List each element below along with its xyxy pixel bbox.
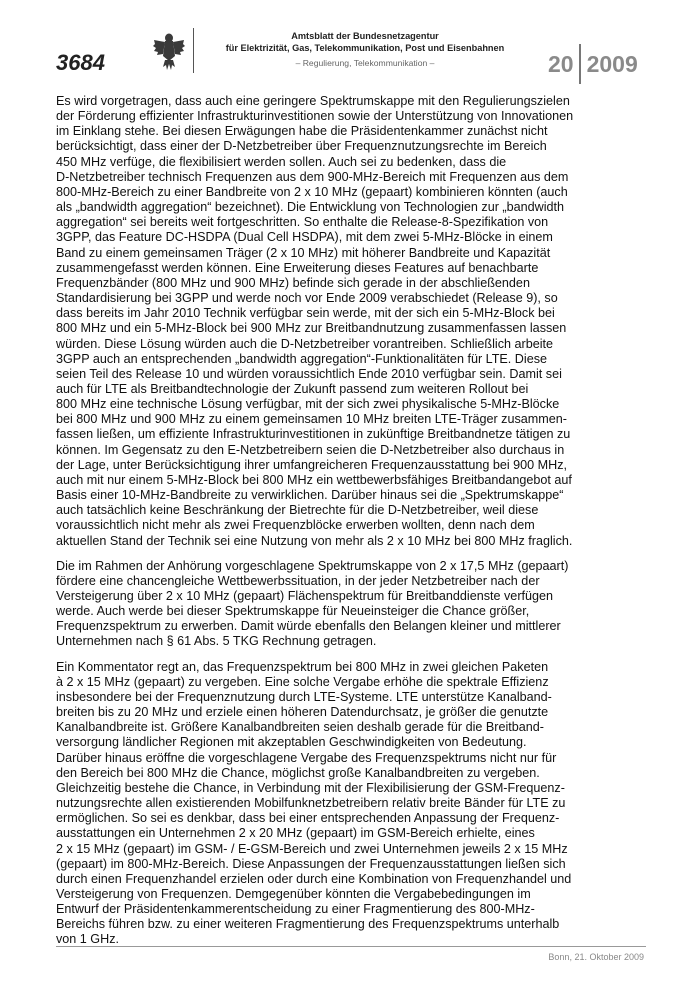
page-number: 3684 [56,50,105,75]
footer-date: Bonn, 21. Oktober 2009 [548,952,644,962]
issue-year: 2009 [586,51,638,77]
issue-number: 20 [548,51,574,77]
paragraph: Ein Kommentator regt an, das Frequenzspektrum bei 800 MHz in zwei gleichen Paketen à 2 x 15 MHz (gepaart) zu vergeben. Eine solche Vergabe erhöhe die spektrale Effizienz insbesondere bei der Frequenznutzung durch LTE-Systeme. LTE unterstütze Kanalband- breiten bis zu 20 MHz und erziele einen höheren Datendurchsatz, je größer die genutzte Kanalbandbreite ist. Größere Kanalbandbreiten seien deshalb gerade für die Breitband- versorgung ländlicher Regionen mit akzeptablen Geschwindigkeiten von Bedeutung. Darüber hinaus eröffne die vorgeschlagene Vergabe des Frequenzspektrums nicht nur für den Bereich bei 800 MHz die Chance, möglichst große Kanalbandbreiten zu vergeben. Gleichzeitig bestehe die Chance, in Verbindung mit der Flexibilisierung der GSM-Frequenz- nutzungsrechte allen existierenden Mobilfunknetzbetreibern relativ breite Bänder für LTE zu ermöglichen. So sei es denkbar, dass bei einer entsprechenden Anpassung der Frequenz- ausstattungen ein Unternehmen 2 x 20 MHz (gepaart) im GSM-Bereich erhielte, eines 2 x 15 MHz (gepaart) im GSM- / E-GSM-Bereich und zwei Unternehmen jeweils 2 x 15 MHz (gepaart) im 800-MHz-Bereich. Diese Anpassungen der Frequenzausstattungen ließen sich durch einen Frequenzhandel erzielen oder durch eine Kombination von Frequenzhandel und Versteigerung von Frequenzen. Demgegenüber könnten die Vergabebedingungen im Entwurf der Präsidentenkammerentscheidung zu einer Fragmentierung des 800-MHz- Bereichs führen bzw. zu einer weiteren Fragmentierung des Frequenzspektrums unterhalb von 1 GHz. [56,659,572,947]
issue-divider [579,44,581,84]
gazette-title-line2: für Elektrizität, Gas, Telekommunikation, Post und Eisenbahnen [225,43,505,53]
gazette-title [200,30,530,54]
footer-divider [56,946,646,947]
header-divider [193,28,194,73]
paragraph: Die im Rahmen der Anhörung vorgeschlagene Spektrumskappe von 2 x 17,5 MHz (gepaart) fördere eine chancengleiche Wettbewerbssituation, in der jeder Netzbetreiber nach der Versteigerung über 2 x 10 MHz (gepaart) Flächenspektrum für Breitbanddienste verfügen werde. Auch werde bei dieser Spektrumskappe für Neueinsteiger die Chance größer, Frequenzspektrum zu erwerben. Damit würde ebenfalls den Belangen kleiner und mittlerer Unternehmen nach § 61 Abs. 5 TKG Rechnung getragen. [56,558,569,649]
issue-indicator [548,44,638,84]
gazette-title-line1: Amtsblatt der Bundesnetzagentur [291,31,439,41]
gazette-subtitle: – Regulierung, Telekommunikation – [295,58,435,68]
paragraph: Es wird vorgetragen, dass auch eine geringere Spektrumskappe mit den Regulierungszielen der Förderung effizienter Infrastrukturinvestitionen sowie der Unterstützung von Innovationen im Einklang stehe. Bei diesen Erwägungen habe die Präsidentenkammer zunächst nicht berücksichtigt, dass einer der D-Netzbetreiber über Frequenznutzungsrechte im Bereich 450 MHz verfüge, die flexibilisiert werden sollen. Auch sei zu bedenken, dass die D-Netzbetreiber technisch Frequenzen aus dem 900-MHz-Bereich mit Frequenzen aus dem 800-MHz-Bereich zu einer Bandbreite von 2 x 10 MHz (gepaart) kombinieren könnten (auch als „bandwidth aggregation“ bezeichnet). Die Entwicklung von Technologien zur „bandwidth aggregation“ sei bereits weit fortgeschritten. So enthalte die Release-8-Spezifikation von 3GPP, das Feature DC-HSDPA (Dual Cell HSDPA), mit dem zwei 5-MHz-Blöcke in einem Band zu einem gemeinsamen Träger (2 x 10 MHz) mit höherer Bandbreite und Kapazität zusammengefasst werden können. Eine Erweiterung dieses Features auf benachbarte Frequenzbänder (800 MHz und 900 MHz) befinde sich gerade in der abschließenden Standardisierung bei 3GPP und werde noch vor Ende 2009 verabschiedet (Release 9), so dass bereits im Jahr 2010 Technik verfügbar sein werde, mit der sich ein 5-MHz-Block bei 800 MHz und ein 5-MHz-Block bei 900 MHz zur Breitbandnutzung zusammenfassen lassen würden. Diese Lösung würden auch die D-Netzbetreiber vorantreiben. Schließlich arbeite 3GPP auch an entsprechenden „bandwidth aggregation“-Funktionalitäten für LTE. Diese seien Teil des Release 10 und würden voraussichtlich Ende 2010 verfügbar sein. Damit sei auch für LTE als Breitbandtechnologie der Zukunft passend zum weiteren Rollout bei 800 MHz eine technische Lösung verfügbar, mit der sich zwei physikalische 5-MHz-Blöcke bei 800 MHz und 900 MHz zu einem gemeinsamen 10 MHz breiten LTE-Träger zusammen- fassen ließen, um effiziente Infrastrukturinvestitionen in zukünftige Breitbandnetze tätigen zu können. Im Gegensatz zu den E-Netzbetreibern seien die D-Netzbetreiber also durchaus in der Lage, unter Berücksichtigung ihrer umfangreicheren Frequenzausstattung bei 900 MHz, auch mit nur einem 5-MHz-Block bei 800 MHz ein wettbewerbsfähiges Breitbandangebot auf Basis einer 10-MHz-Bandbreite zu verwirklichen. Darüber hinaus sei die „Spektrumskappe“ auch tatsächlich keine Beschränkung der Bietrechte für die D-Netzbetreiber, weil diese voraussichtlich nicht mehr als zwei Frequenzblöcke erwerben wollten, denn nach dem aktuellen Stand der Technik sei eine Nutzung von mehr als 2 x 10 MHz bei 800 MHz fraglich. [56,94,574,548]
article-body [56,94,646,958]
federal-eagle-icon [152,30,186,72]
